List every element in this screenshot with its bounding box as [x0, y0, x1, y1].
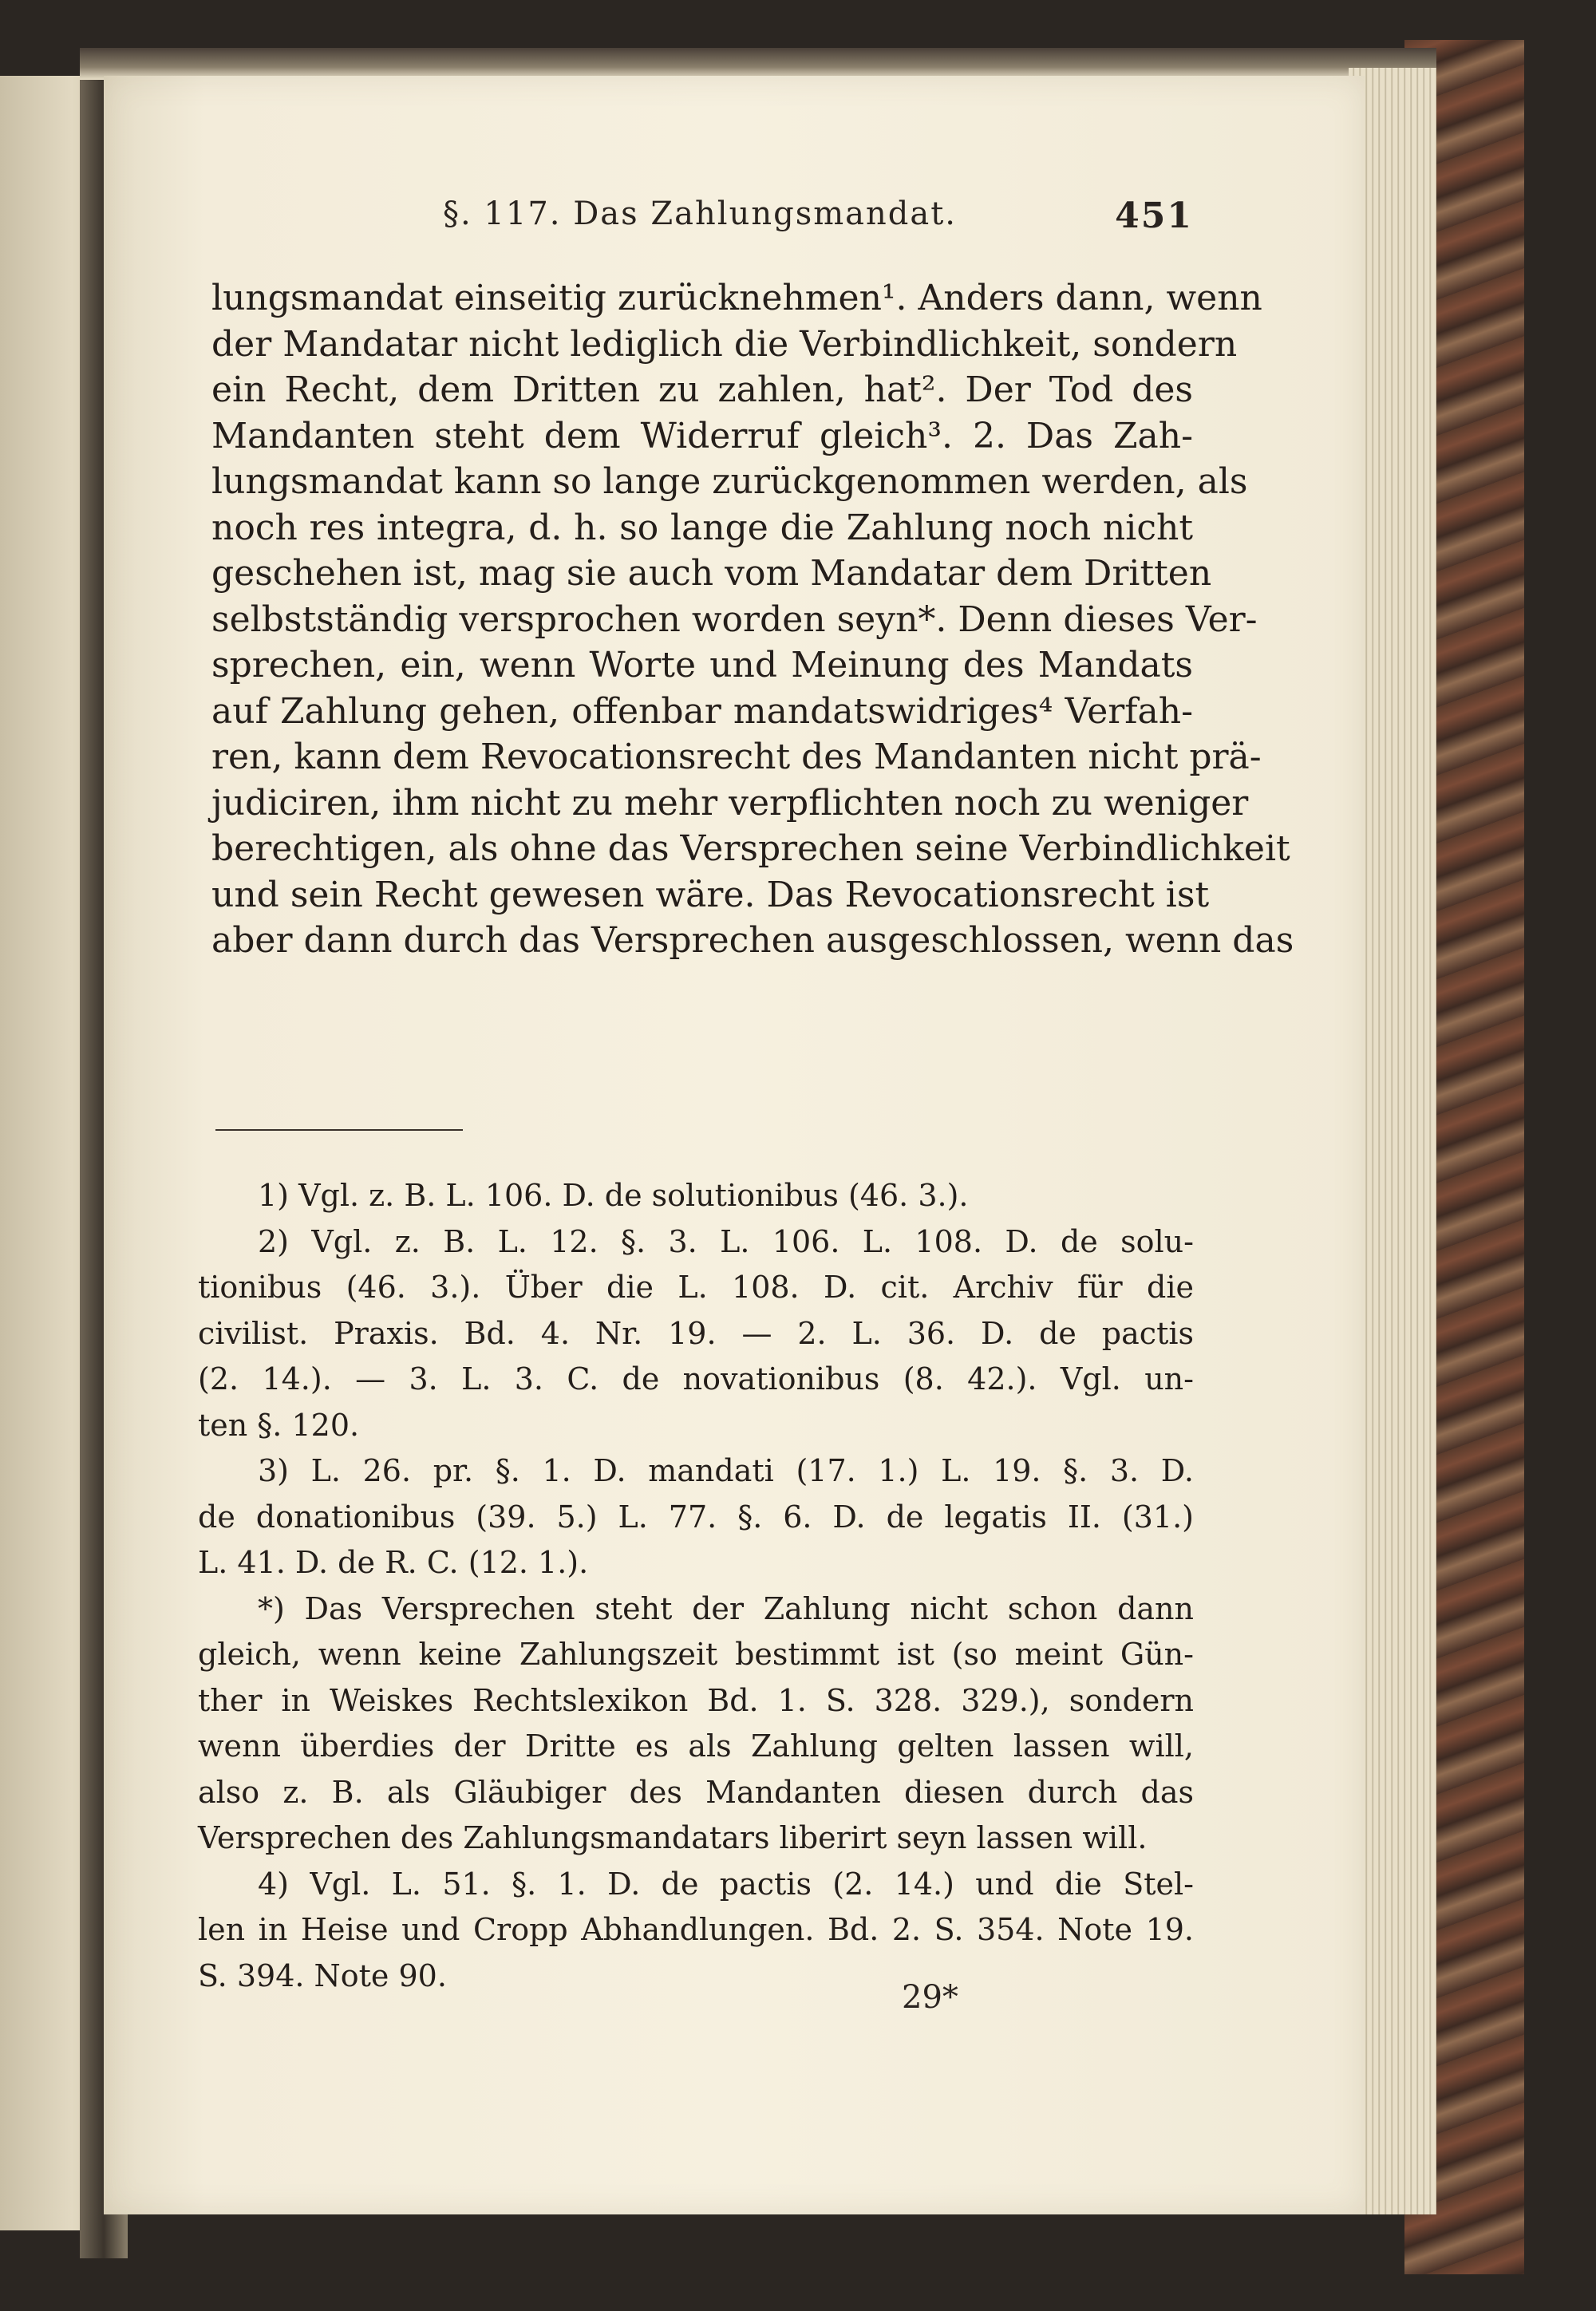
footnote-1: 1) Vgl. z. B. L. 106. D. de solutionibus (46. 3.). — [258, 1178, 969, 1213]
footnote-line: civilist. Praxis. Bd. 4. Nr. 19. — 2. L. 36. D. de pactis — [198, 1315, 1194, 1351]
text-line: noch res integra, d. h. so lange die Zahlung noch nicht — [211, 507, 1193, 548]
text-line: lungsmandat einseitig zurücknehmen¹. Anders dann, wenn — [211, 278, 1262, 318]
signature-mark: 29* — [902, 1979, 958, 2016]
text-line: aber dann durch das Versprechen ausgeschlossen, wenn das — [211, 920, 1294, 961]
section-title: §. 117. Das Zahlungsmandat. — [443, 196, 957, 232]
text-line: judiciren, ihm nicht zu mehr verpflichten noch zu weniger — [211, 782, 1249, 824]
book-top-edge — [80, 48, 1436, 80]
footnote-line: L. 41. D. de R. C. (12. 1.). — [198, 1545, 589, 1580]
page-number: 451 — [1115, 196, 1193, 236]
footnote-star: *) Das Versprechen steht der Zahlung nicht schon dann — [258, 1590, 1194, 1626]
footnote-line: wenn überdies der Dritte es als Zahlung gelten lassen will, — [198, 1728, 1194, 1764]
footnote-separator — [215, 1129, 463, 1131]
footnote-line: de donationibus (39. 5.) L. 77. §. 6. D. de legatis II. (31.) — [198, 1499, 1194, 1535]
footnote-line: S. 394. Note 90. — [198, 1957, 447, 1993]
text-line: der Mandatar nicht lediglich die Verbindlichkeit, sondern — [211, 323, 1238, 365]
footnote-line: also z. B. als Gläubiger des Mandanten diesen durch das — [198, 1774, 1194, 1810]
text-line: berechtigen, als ohne das Versprechen seine Verbindlichkeit — [211, 828, 1290, 869]
footnote-line: tionibus (46. 3.). Über die L. 108. D. cit. Archiv für die — [198, 1270, 1194, 1305]
text-line: geschehen ist, mag sie auch vom Mandatar dem Dritten — [211, 553, 1212, 594]
running-header — [443, 196, 1193, 251]
text-line: ein Recht, dem Dritten zu zahlen, hat². Der Tod des — [211, 369, 1193, 410]
text-line: selbstständig versprochen worden seyn*. Denn dieses Ver- — [211, 598, 1258, 640]
text-line: lungsmandat kann so lange zurückgenommen werden, als — [211, 461, 1248, 502]
footnote-4: 4) Vgl. L. 51. §. 1. D. de pactis (2. 14.) und die Stel- — [258, 1866, 1194, 1902]
footnote-line: gleich, wenn keine Zahlungszeit bestimmt ist (so meint Gün- — [198, 1637, 1194, 1672]
footnote-3: 3) L. 26. pr. §. 1. D. mandati (17. 1.) L. 19. §. 3. D. — [258, 1453, 1194, 1488]
footnote-2: 2) Vgl. z. B. L. 12. §. 3. L. 106. L. 108. D. de solu- — [258, 1223, 1194, 1259]
footnote-line: ten §. 120. — [198, 1407, 360, 1443]
footnote-line: (2. 14.). — 3. L. 3. C. de novationibus (8. 42.). Vgl. un- — [198, 1361, 1194, 1396]
text-line: auf Zahlung gehen, offenbar mandatswidriges⁴ Verfah- — [211, 690, 1193, 732]
footnote-line: len in Heise und Cropp Abhandlungen. Bd. 2. S. 354. Note 19. — [198, 1912, 1194, 1947]
main-text — [211, 275, 1294, 964]
footnote-line: Versprechen des Zahlungsmandatars liberirt seyn lassen will. — [198, 1820, 1148, 1855]
text-line: Mandanten steht dem Widerruf gleich³. 2. Das Zah- — [211, 415, 1193, 456]
footnotes — [198, 1173, 1194, 1999]
text-line: sprechen, ein, wenn Worte und Meinung des Mandats — [211, 645, 1193, 685]
text-line: ren, kann dem Revocationsrecht des Mandanten nicht prä- — [211, 737, 1262, 777]
footnote-line: ther in Weiskes Rechtslexikon Bd. 1. S. 328. 329.), sondern — [198, 1682, 1194, 1718]
text-line: und sein Recht gewesen wäre. Das Revocationsrecht ist — [211, 874, 1210, 915]
